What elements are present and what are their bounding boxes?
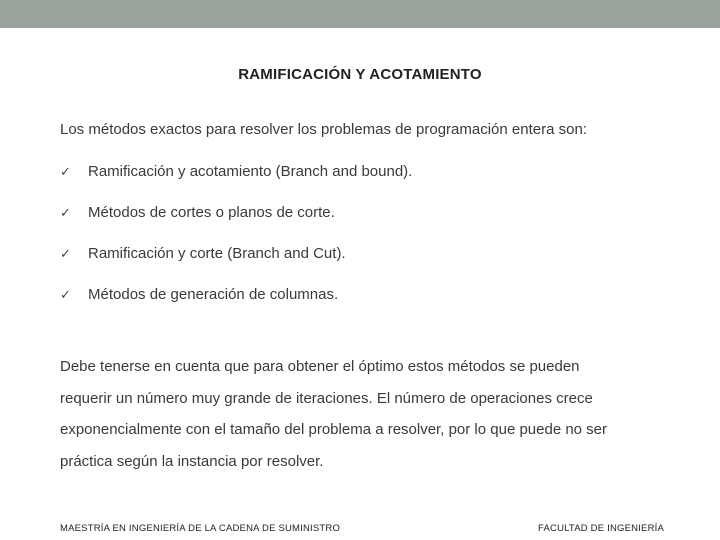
paragraph-line: práctica según la instancia por resolver.: [60, 452, 324, 470]
top-accent-bar: [0, 0, 720, 28]
paragraph-line: exponencialmente con el tamaño del problema a resolver, por lo que puede no ser: [60, 421, 608, 438]
paragraph-line: requerir un número muy grande de iteraciones. El número de operaciones crece: [60, 389, 593, 407]
footer-program: MAESTRÍA EN INGENIERÍA DE LA CADENA DE SUMINISTRO: [60, 523, 341, 534]
list-item-text: Ramificación y corte (Branch and Cut).: [88, 245, 346, 262]
list-item-text: Ramificación y acotamiento (Branch and bound).: [88, 163, 413, 180]
intro-text: Los métodos exactos para resolver los problemas de programación entera son:: [60, 121, 587, 138]
list-item-text: Métodos de cortes o planos de corte.: [88, 204, 335, 221]
check-icon: ✓: [60, 246, 71, 261]
footer-faculty: FACULTAD DE INGENIERÍA: [538, 523, 664, 534]
slide-title: RAMIFICACIÓN Y ACOTAMIENTO: [238, 66, 482, 83]
paragraph-line: Debe tenerse en cuenta que para obtener el óptimo estos métodos se pueden: [60, 358, 580, 375]
check-icon: ✓: [60, 205, 71, 220]
check-icon: ✓: [60, 164, 71, 179]
body-paragraph: [60, 351, 660, 477]
check-icon: ✓: [60, 287, 71, 302]
list-item-text: Métodos de generación de columnas.: [88, 286, 339, 303]
